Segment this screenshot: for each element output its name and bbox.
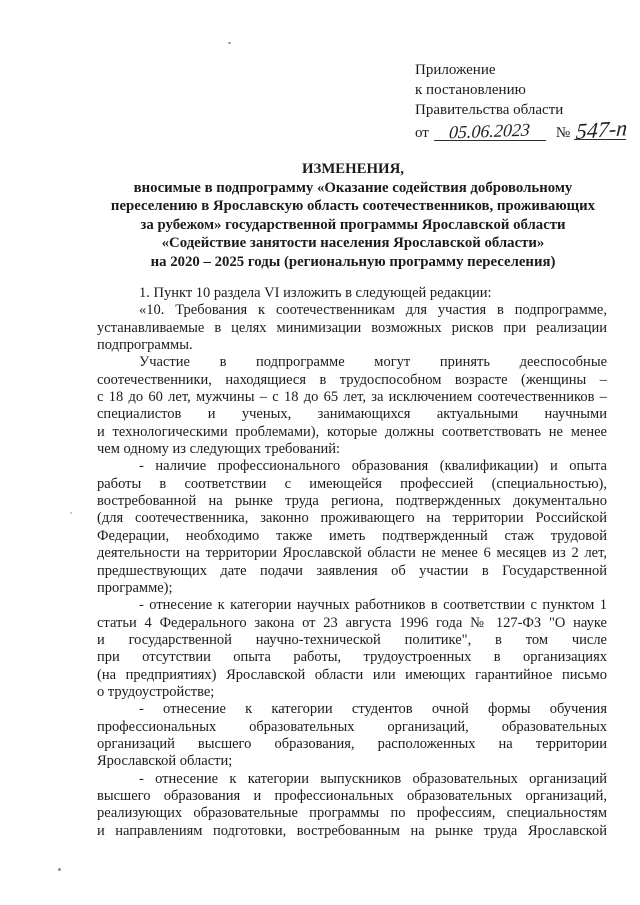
appendix-date-number-row <box>415 115 629 144</box>
body-text-line: предшествующих дате подачи заявления об участии в Государственной <box>97 562 607 579</box>
handwritten-date: 05.06.2023 <box>448 119 532 143</box>
body-text-line: 1. Пункт 10 раздела VI изложить в следующей редакции: <box>139 285 492 301</box>
title-line: за рубежом» государственной программы Ярославской области <box>140 216 566 233</box>
body-text-line: и технологическими проблемами), которые должны соответствовать не менее <box>97 423 607 440</box>
body-text-line: подпрограммы. <box>97 337 193 354</box>
body-text-line: высшего образования и профессиональных образовательных организаций, <box>97 787 607 804</box>
appendix-reference-block <box>415 60 629 144</box>
body-text-line: программе); <box>97 579 173 596</box>
title-line: на 2020 – 2025 годы (региональную программу переселения) <box>150 253 556 270</box>
number-underline <box>574 115 629 144</box>
body-text-line: профессиональных образовательных организаций, образовательных <box>97 718 607 735</box>
title-line: ИЗМЕНЕНИЯ, <box>302 161 404 177</box>
scan-speck <box>70 512 72 514</box>
title-line: вносимые в подпрограмму «Оказание содействия добровольному <box>133 179 573 196</box>
body-text-line: чем одному из следующих требований: <box>97 441 341 458</box>
document-title <box>97 160 609 272</box>
number-sign-label: № <box>555 125 571 141</box>
body-text-line: - наличие профессионального образования (квалификации) и опыта <box>139 458 607 475</box>
body-text-line: востребованной на рынке труда региона, подтвержденных документально <box>97 493 607 510</box>
appendix-line: Правительства области <box>415 102 564 118</box>
appendix-line: Приложение <box>415 62 496 78</box>
body-text-line: устанавливаемые в целях минимизации возможных рисков при реализации <box>97 319 607 336</box>
body-text-line: и государственной научно-технической политике", в том числе <box>97 631 607 648</box>
scan-speck <box>228 42 231 44</box>
body-text-line: - отнесение к категории научных работников в соответствии с пунктом 1 <box>139 597 607 614</box>
body-text-line: специалистов и ученых, занимающихся актуальными научными <box>97 406 607 423</box>
body-text-line: статьи 4 Федерального закона от 23 августа 1996 года № 127-ФЗ "О науке <box>97 614 607 631</box>
document-body <box>97 285 607 840</box>
appendix-line: к постановлению <box>415 82 526 98</box>
body-text-line: (для соотечественника, законно проживающего на территории Российской <box>97 510 607 527</box>
body-text-line: Ярославской области; <box>97 753 233 770</box>
handwritten-number: 547-п <box>575 115 629 144</box>
body-text-line: соотечественники, находящиеся в трудоспособном возрасте (женщины – <box>97 371 607 388</box>
body-text-line: при отсутствии опыта работы, трудоустроенных в организациях <box>97 649 607 666</box>
body-text-line: - отнесение к категории выпускников образовательных организаций <box>139 770 607 787</box>
date-prefix-label: от <box>415 125 429 141</box>
body-text-line: (на предприятиях) Ярославской области или имеющих гарантийное письмо <box>97 666 607 683</box>
body-text-line: Участие в подпрограмме могут принять дееспособные <box>139 354 607 371</box>
body-text-line: реализующих образовательные программы по профессиям, специальностям <box>97 805 607 822</box>
scan-speck <box>58 868 61 871</box>
body-text-line: деятельности на территории Ярославской области не менее 6 месяцев из 2 лет, <box>97 545 607 562</box>
body-text-line: - отнесение к категории студентов очной формы обучения <box>139 701 607 718</box>
date-underline <box>434 119 546 143</box>
body-text-line: с 18 до 60 лет, мужчины – с 18 до 65 лет, за исключением соотечественников – <box>97 389 607 406</box>
body-text-line: и направлениям подготовки, востребованным на рынке труда Ярославской <box>97 822 607 839</box>
body-text-line: о трудоустройстве; <box>97 683 215 700</box>
body-text-line: организаций высшего образования, расположенных на территории <box>97 735 607 752</box>
body-text-line: Федерации, необходимо также иметь подтвержденный стаж трудовой <box>97 527 607 544</box>
body-text-line: «10. Требования к соотечественникам для участия в подпрограмме, <box>139 302 607 319</box>
title-line: переселению в Ярославскую область соотечественников, проживающих <box>110 198 596 215</box>
title-line: «Содействие занятости населения Ярославской области» <box>161 235 545 252</box>
body-text-line: работы в соответствии с имеющейся профессией (специальностью), <box>97 475 607 492</box>
